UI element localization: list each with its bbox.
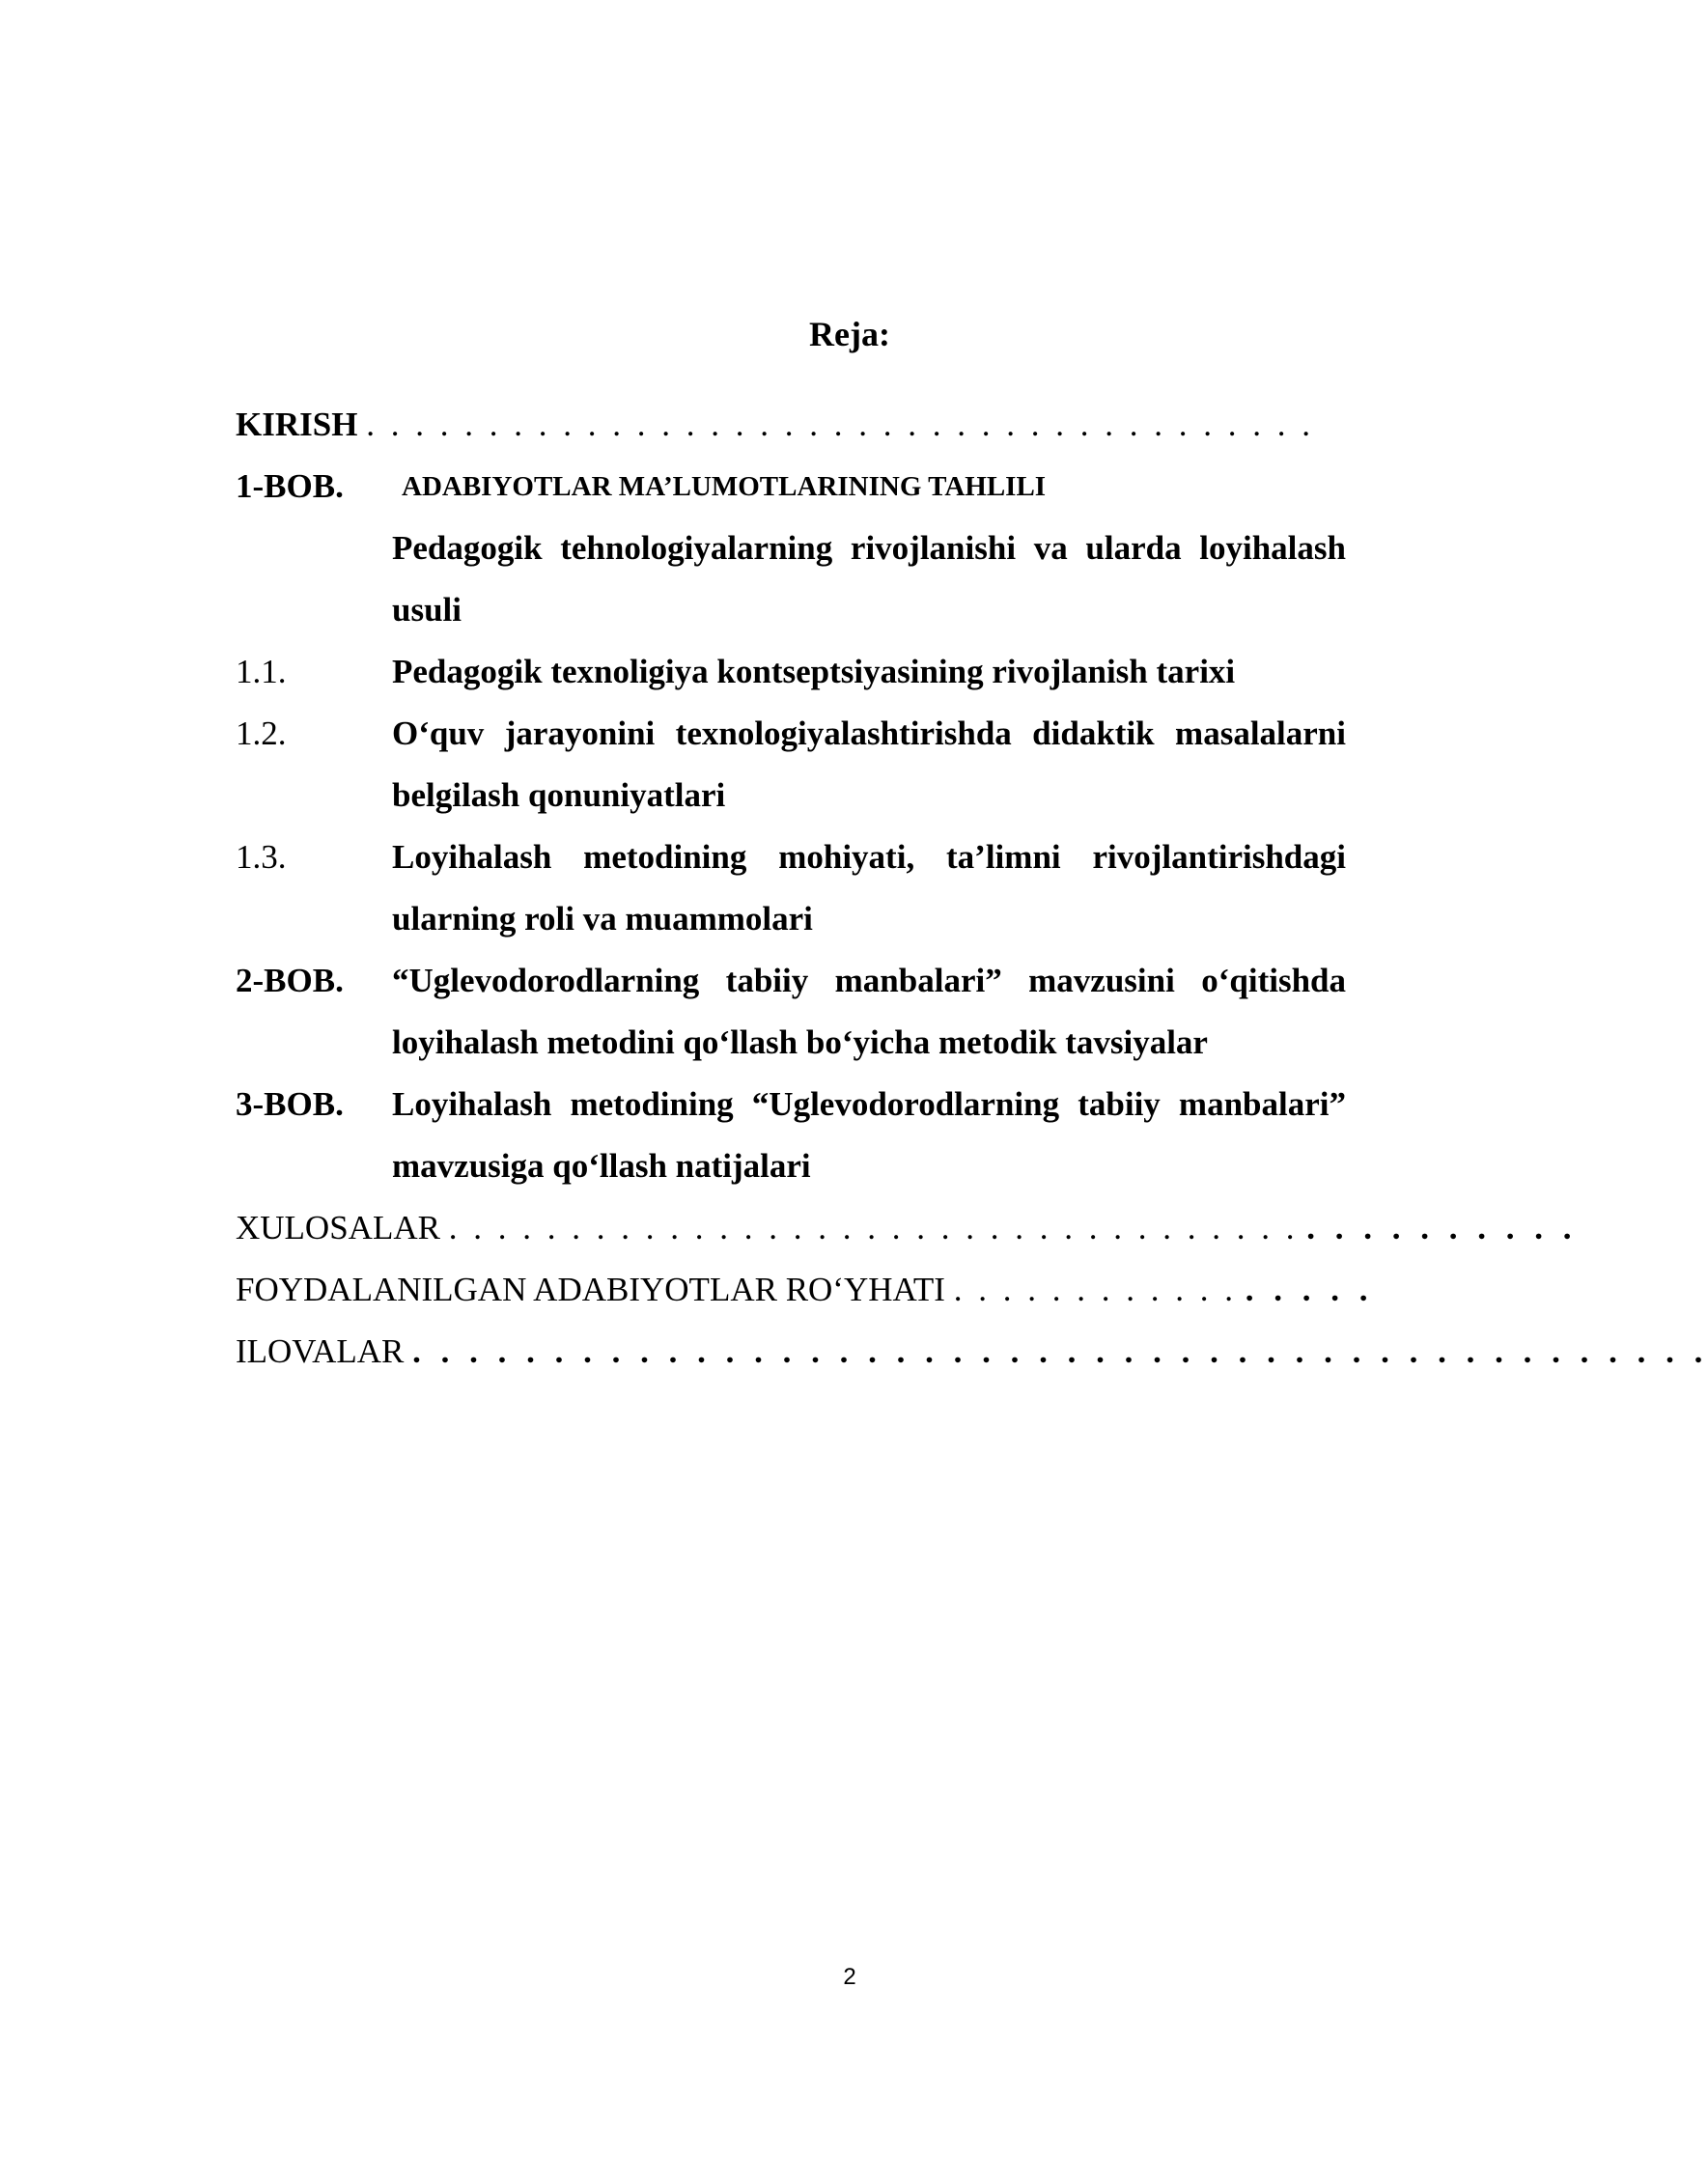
toc-label: 1.3. — [236, 838, 287, 876]
toc-entry-ilovalar[interactable] — [236, 1321, 1708, 1383]
dot-leader: . . . . . . . . . . . . — [953, 1271, 1237, 1308]
toc-text: ADABIYOTLAR MA’LUMOTLARINING TAHLILI — [402, 471, 1047, 502]
toc-label: XULOSALAR — [236, 1209, 440, 1246]
toc-text: Loyihalash metodining mohiyati, ta’limni rivojlantirishdagi ularning roli va muammolari — [392, 838, 1346, 938]
page-title: Reja: — [809, 315, 890, 353]
dot-leader: . . . . . . . . . . . . . . . . . . . . . . . . . . . . . . . . . . . — [448, 1209, 1299, 1246]
toc-label: 1.2. — [236, 714, 287, 752]
toc-entry-xulosalar[interactable] — [236, 1197, 1578, 1259]
dot-leader: . . . . . . . . . . . . . . . . . . . . . . . . . . . . . . . . . . . . . . . — [366, 406, 1314, 443]
toc-text: “Uglevodorodlarning tabiiy manbalari” mavzusini o‘qitishda loyihalash metodini qo‘llash bo‘yicha metodik tavsiyalar — [392, 962, 1346, 1061]
dot-leader-bold: . . . . . . . . . . . . . . . . . . . . . . . . . . . . . . . . . . . . . . . . . . . . . . — [412, 1332, 1708, 1370]
toc-label: ILOVALAR — [236, 1332, 405, 1370]
toc-entry-foydalanilgan[interactable] — [236, 1259, 1374, 1321]
toc-entry-bob1[interactable] — [236, 456, 1346, 518]
toc-entry-1-2[interactable] — [236, 703, 1346, 826]
toc-entry-1-3[interactable] — [236, 826, 1346, 950]
toc-entry-bob2[interactable] — [236, 950, 1346, 1074]
toc-text: Loyihalash metodining “Uglevodorodlarning tabiiy manbalari” mavzusiga qo‘llash natijalari — [392, 1085, 1346, 1185]
toc-text: Pedagogik tehnologiyalarning rivojlanishi va ularda loyihalash usuli — [392, 529, 1346, 629]
toc-text: O‘quv jarayonini texnologiyalashtirishda didaktik masalalarni belgilash qonuniyatlari — [392, 714, 1346, 814]
toc-label: FOYDALANILGAN ADABIYOTLAR RO‘YHATI — [236, 1271, 945, 1308]
dot-leader-bold: . . . . . — [1245, 1271, 1374, 1308]
dot-leader-bold: . . . . . . . . . . — [1306, 1209, 1578, 1246]
toc-label: 2-BOB. — [236, 962, 344, 999]
toc-label: 3-BOB. — [236, 1085, 344, 1123]
toc-entry-bob1-intro[interactable] — [236, 518, 1346, 641]
toc-entry-1-1[interactable] — [236, 641, 1346, 703]
toc-label: 1-BOB. — [236, 467, 344, 505]
toc-entry-kirish[interactable] — [236, 394, 1346, 456]
toc-label: 1.1. — [236, 653, 287, 690]
page-number: 2 — [843, 1964, 856, 1990]
toc-text: Pedagogik texnoligiya kontseptsiyasining rivojlanish tarixi — [392, 653, 1236, 690]
table-of-contents — [236, 394, 1708, 1383]
toc-label: KIRISH — [236, 406, 358, 443]
toc-entry-bob3[interactable] — [236, 1074, 1346, 1197]
